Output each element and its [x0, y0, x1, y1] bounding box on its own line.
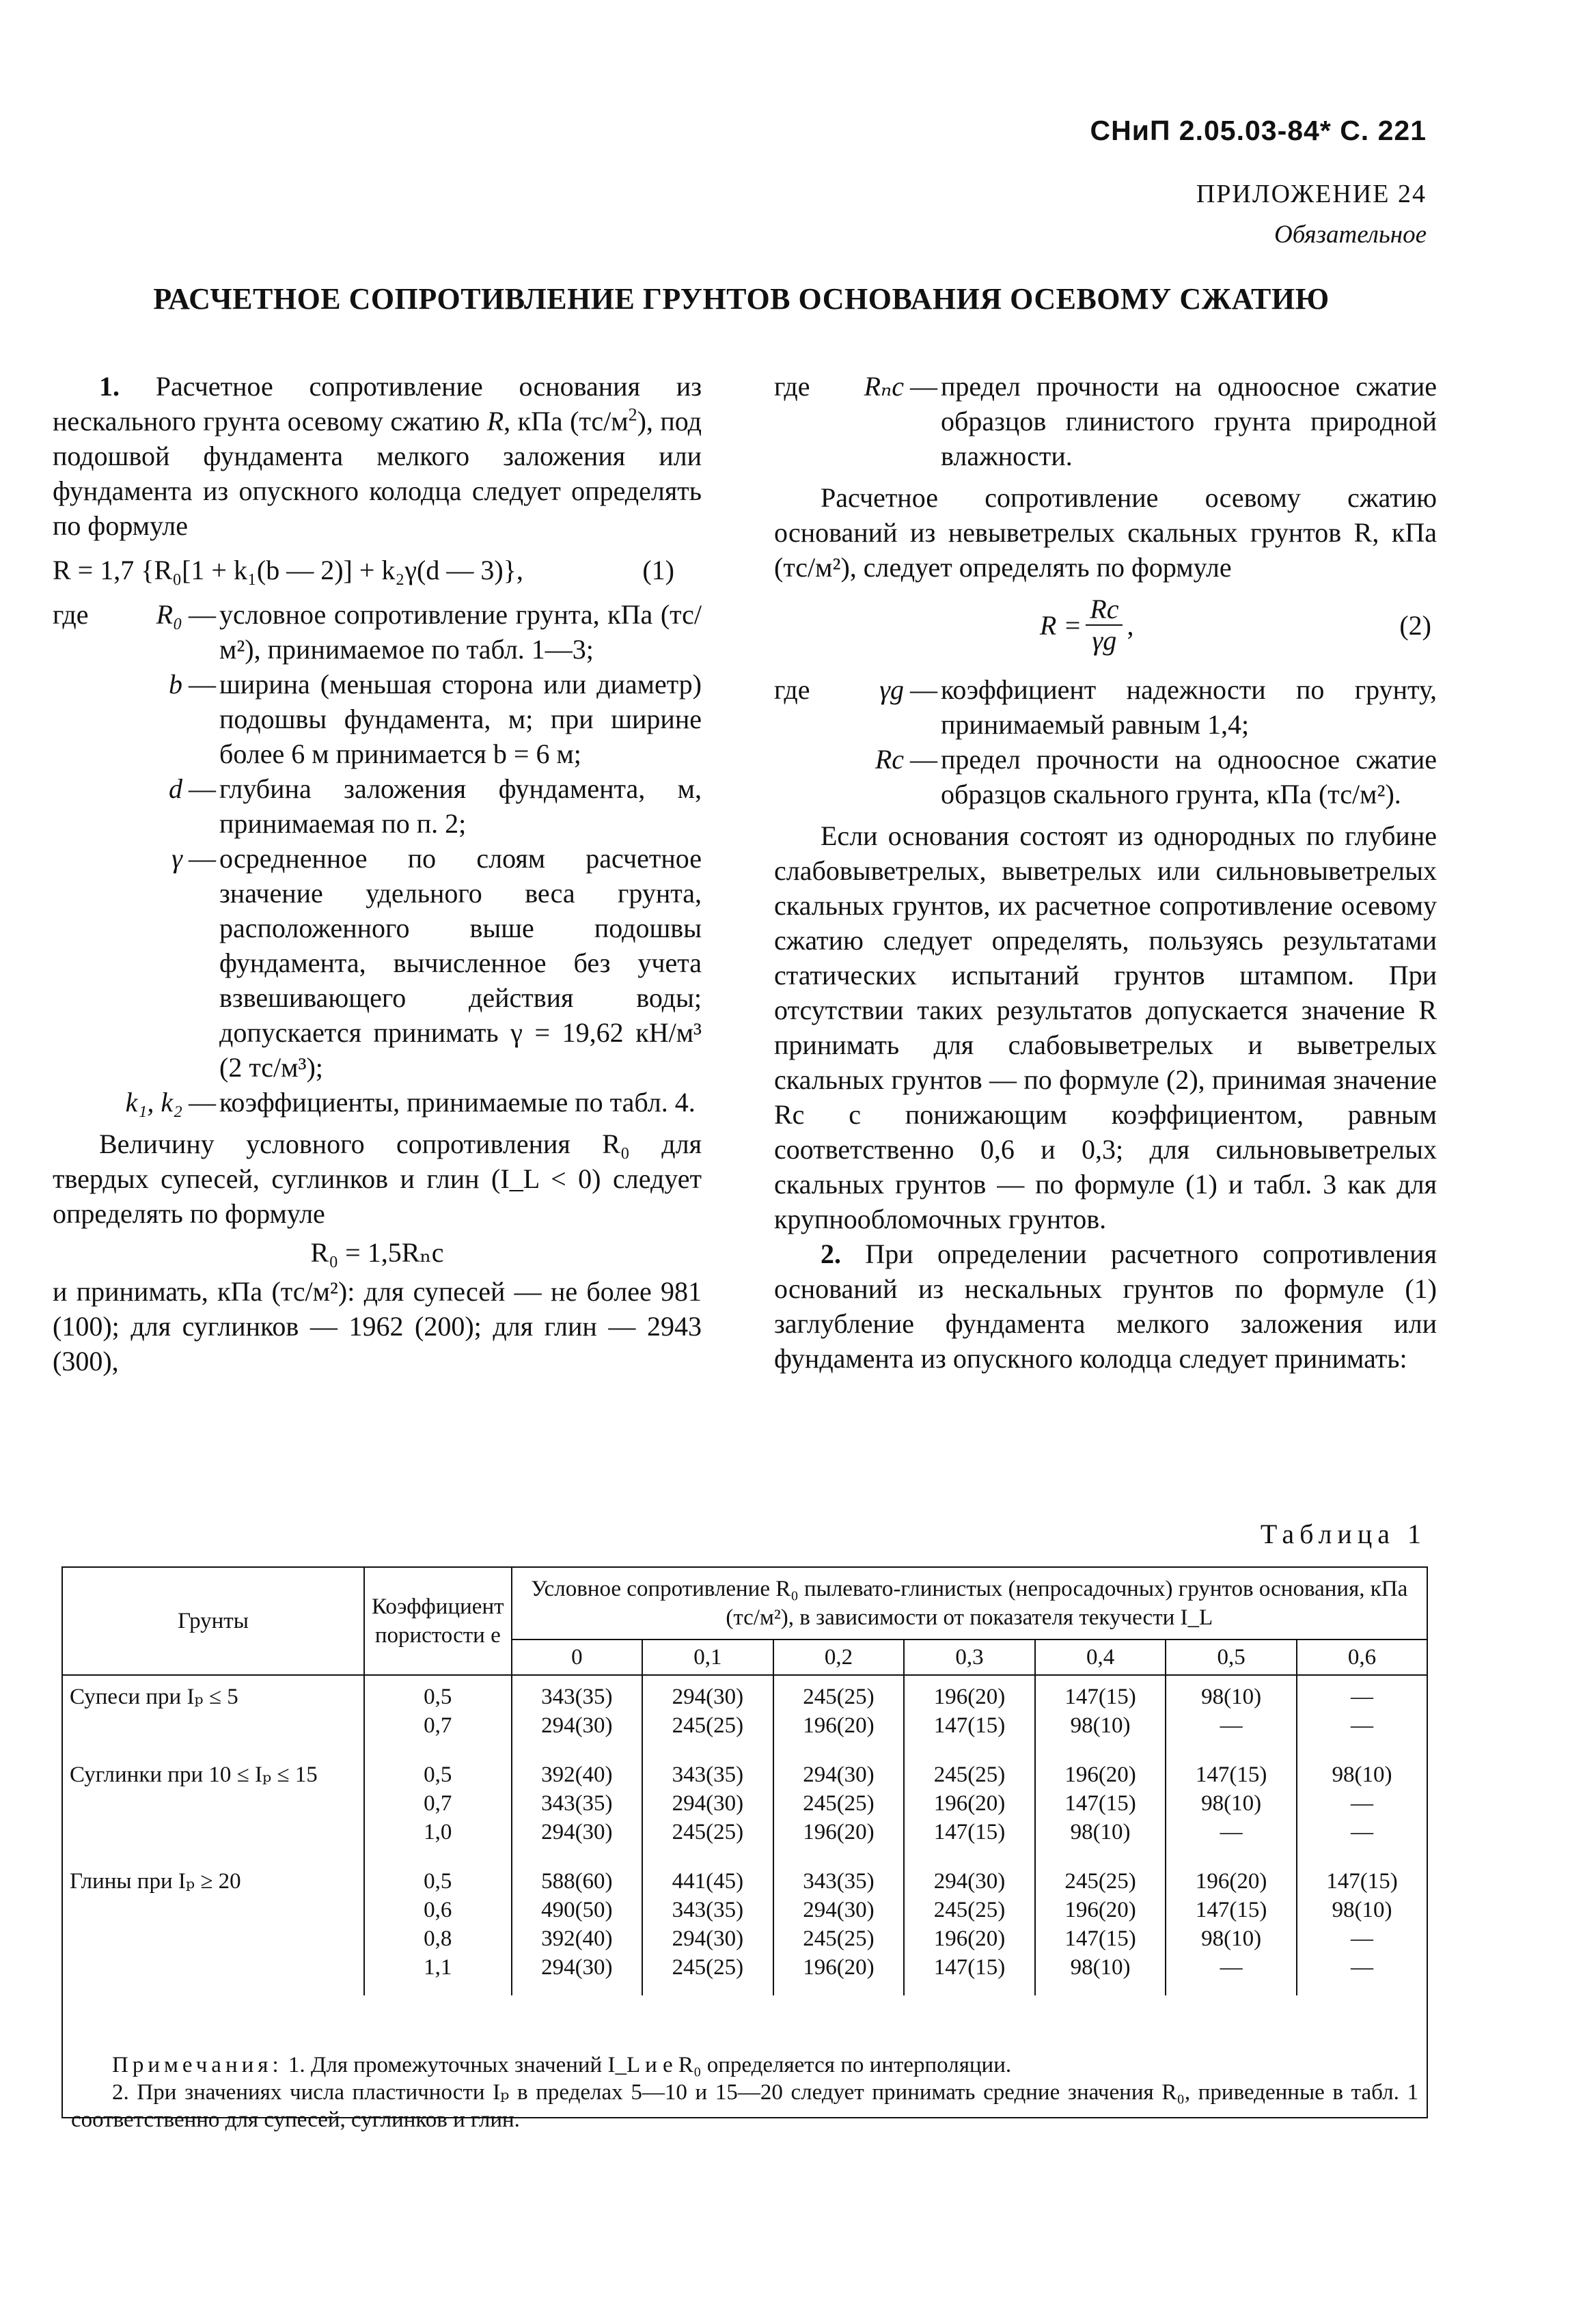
definition-symbol: Rₙc — [864, 371, 904, 402]
resistance-value: — — [1220, 1955, 1243, 1980]
definition-symbol: γ — [171, 843, 182, 874]
resistance-value: 245(25) — [672, 1713, 744, 1738]
definition-symbol: k₁, k₂ — [125, 1087, 182, 1118]
soil-name: Глины при Iₚ ≥ 20 — [70, 1869, 241, 1894]
soil-name: Супеси при Iₚ ≤ 5 — [70, 1685, 238, 1709]
note-1-text: 1. Для промежуточных значений I_L и e R₀ определяется по интерполяции. — [282, 2053, 1012, 2077]
notes-label: Примечания: — [112, 2053, 283, 2077]
definition-dash: — — [189, 669, 216, 700]
resistance-cell — [773, 1675, 905, 1754]
resistance-value: 98(10) — [1201, 1791, 1262, 1816]
definition-dash: — — [189, 1087, 216, 1118]
definition-text: условное сопротивление грунта, кПа (тс/м²), принимаемое по табл. 1—3; — [219, 599, 702, 665]
resistance-value: 245(25) — [933, 1762, 1006, 1787]
porosity-values — [364, 1675, 512, 1754]
paragraph-3: и принимать, кПа (тс/м²): для супесей — не более 981 (100); для суглинков — 1962 (200); для глин — 2943 (300), — [53, 1276, 702, 1377]
definition-item — [53, 771, 702, 841]
resistance-value: 196(20) — [803, 1820, 875, 1844]
definition-symbol: Rc — [875, 744, 904, 775]
header-il-6: 0,6 — [1297, 1640, 1427, 1675]
mandatory-label: Обязательное — [1274, 221, 1427, 249]
resistance-value: 490(50) — [541, 1898, 613, 1922]
definition-text: глубина заложения фундамента, м, принимаемая по п. 2; — [219, 773, 702, 839]
porosity-value: 0,5 — [424, 1685, 452, 1709]
definition-item — [53, 667, 702, 771]
resistance-cell — [1166, 1754, 1297, 1860]
note-1 — [71, 2051, 1418, 2079]
definition-text: осредненное по слоям расчетное значение удельного веса грунта, расположенного выше подошвы фундамента, вычисленное без учета взвешивающего действия воды; допускается принимать γ = 19,62 кН/м³ (2 тс/м³); — [219, 843, 702, 1083]
definition-text: ширина (меньшая сторона или диаметр) подошвы фундамента, м; при ширине более 6 м принимается b = 6 м; — [219, 669, 702, 769]
symbol-R: R — [486, 406, 504, 437]
definition-text: предел прочности на одноосное сжатие образцов глинистого грунта природной влажности. — [941, 371, 1437, 471]
definition-symbol: b — [169, 669, 182, 700]
paragraph-6 — [774, 1236, 1437, 1376]
paragraph-4: Расчетное сопротивление осевому сжатию оснований из невыветрелых скальных грунтов R, кПа (тс/м²), следует определять по формуле — [774, 482, 1437, 583]
resistance-cell — [512, 1860, 643, 1995]
paragraph-1: 1. Расчетное сопротивление основания из нескального грунта осевому сжатию R, кПа $(тс/м^2)$, под подошвой фундамента мелкого заложения или фундамента из опускного колодца следует определять по формуле — [53, 371, 702, 541]
table-body — [63, 1675, 1427, 1995]
resistance-cell — [642, 1754, 773, 1860]
resistance-value: 245(25) — [933, 1898, 1006, 1922]
resistance-value: 147(15) — [1064, 1791, 1136, 1816]
porosity-value: 0,5 — [424, 1869, 452, 1894]
definition-spacer — [53, 771, 114, 841]
resistance-cell — [1035, 1675, 1166, 1754]
definition-dash: — — [189, 773, 216, 804]
resistance-value: 294(30) — [541, 1820, 613, 1844]
header-il-0: 0 — [512, 1640, 643, 1675]
resistance-value: 245(25) — [672, 1955, 744, 1980]
appendix-label: ПРИЛОЖЕНИЕ 24 — [1196, 180, 1427, 208]
table-1-grid — [63, 1568, 1427, 1995]
porosity-value: 0,6 — [424, 1898, 452, 1922]
resistance-value: — — [1220, 1713, 1243, 1738]
paragraph-5: Если основания состоят из однородных по глубине слабовыветрелых, выветрелых или сильновыветрелых скальных грунтов, их расчетное сопротивление осевому сжатию следует определять, пользуясь результатами статических испытаний грунтов штампом. При отсутствии таких результатов допускается значение R принимать для слабовыветрелых и выветрелых скальных грунтов — по формуле (2), принимая значение Rc с понижающим коэффициентом, равным соответственно 0,6 и 0,3; для сильновыветрелых скальных грунтов — по формуле (1) и табл. 3 как для крупнообломочных грунтов. — [774, 820, 1437, 1234]
definition-text: предел прочности на одноосное сжатие образцов скального грунта, кПа (тс/м²). — [941, 744, 1437, 810]
resistance-cell — [1035, 1860, 1166, 1995]
resistance-cell — [512, 1675, 643, 1754]
definition-dash: — — [910, 371, 937, 402]
resistance-cell — [1166, 1675, 1297, 1754]
resistance-cell — [904, 1675, 1035, 1754]
resistance-value: 196(20) — [1195, 1869, 1267, 1894]
resistance-value: 98(10) — [1070, 1820, 1131, 1844]
porosity-values — [364, 1754, 512, 1860]
resistance-value: 343(35) — [541, 1791, 613, 1816]
resistance-value: — — [1350, 1820, 1373, 1844]
resistance-value: 196(20) — [933, 1685, 1006, 1709]
resistance-value: 343(35) — [672, 1762, 744, 1787]
definition-text: коэффициент надежности по грунту, принимаемый равным 1,4; — [941, 674, 1437, 740]
definition-dash: — — [910, 674, 937, 705]
paragraph-2: Величину условного сопротивления R₀ для твердых супесей, суглинков и глин (I_L < 0) следует определять по формуле — [53, 1129, 702, 1229]
definition-symbol: d — [169, 773, 182, 804]
header-il-5: 0,5 — [1166, 1640, 1297, 1675]
definition-spacer — [53, 1085, 114, 1120]
resistance-value: 147(15) — [1195, 1762, 1267, 1787]
formula-1-number: (1) — [642, 555, 674, 585]
header-il-1: 0,1 — [642, 1640, 773, 1675]
table-row — [63, 1754, 1427, 1860]
resistance-value: 196(20) — [1064, 1762, 1136, 1787]
resistance-value: 147(15) — [933, 1713, 1006, 1738]
header-soil: Грунты — [63, 1568, 364, 1675]
resistance-value: — — [1350, 1926, 1373, 1951]
resistance-value: — — [1350, 1713, 1373, 1738]
formula-2-comma: , — [1127, 609, 1134, 641]
definition-dash: — — [910, 744, 937, 775]
definition-item — [774, 742, 1437, 812]
resistance-value: 196(20) — [803, 1955, 875, 1980]
resistance-cell — [904, 1860, 1035, 1995]
resistance-value: 343(35) — [803, 1869, 875, 1894]
formula-2 — [774, 594, 1437, 656]
table-1 — [61, 1566, 1428, 2132]
note-2: 2. При значениях числа пластичности Iₚ в пределах 5—10 и 15—20 следует принимать средние значения R₀, приведенные в табл. 1 соответственно для супесей, суглинков и глин. — [71, 2080, 1418, 2132]
resistance-value: 588(60) — [541, 1869, 613, 1894]
left-column — [53, 369, 702, 1379]
resistance-value: 294(30) — [672, 1926, 744, 1951]
definitions-list-2 — [774, 369, 1437, 473]
resistance-cell — [773, 1860, 905, 1995]
resistance-value: 343(35) — [541, 1685, 613, 1709]
definitions-list-3 — [774, 672, 1437, 812]
resistance-value: 196(20) — [933, 1926, 1006, 1951]
resistance-cell — [1297, 1675, 1427, 1754]
resistance-value: — — [1350, 1955, 1373, 1980]
resistance-value: 245(25) — [803, 1791, 875, 1816]
resistance-value: — — [1350, 1791, 1373, 1816]
header-conditional-resistance: Условное сопротивление R₀ пылевато-глинистых (непросадочных) грунтов основания, кПа (тс/м²), в зависимости от показателя текучести I_L — [512, 1568, 1427, 1640]
resistance-value: 196(20) — [1064, 1898, 1136, 1922]
resistance-value: 98(10) — [1332, 1898, 1392, 1922]
formula-1-expression: R = 1,7 {R₀[1 + k₁(b — 2)] + k₂γ(d — 3)}, — [53, 555, 523, 585]
resistance-value: — — [1220, 1820, 1243, 1844]
where-word: где — [53, 599, 89, 630]
porosity-value: 1,1 — [424, 1955, 452, 1980]
formula-2-number: (2) — [1399, 609, 1431, 641]
resistance-value: 294(30) — [672, 1685, 744, 1709]
resistance-value: 392(40) — [541, 1926, 613, 1951]
resistance-value: — — [1350, 1685, 1373, 1709]
resistance-value: 196(20) — [803, 1713, 875, 1738]
paragraph-1-number: 1. — [99, 371, 120, 402]
header-il-4: 0,4 — [1035, 1640, 1166, 1675]
resistance-value: 98(10) — [1201, 1926, 1262, 1951]
resistance-cell — [904, 1754, 1035, 1860]
resistance-value: 245(25) — [803, 1685, 875, 1709]
resistance-cell — [1166, 1860, 1297, 1995]
page-title: РАСЧЕТНОЕ СОПРОТИВЛЕНИЕ ГРУНТОВ ОСНОВАНИЯ ОСЕВОМУ СЖАТИЮ — [153, 282, 1330, 316]
resistance-value: 147(15) — [1195, 1898, 1267, 1922]
formula-2-numerator: Rc — [1086, 594, 1123, 626]
paragraph-1-text-a: Расчетное сопротивление основания из нескального грунта осевому сжатию — [53, 371, 702, 437]
header-il-3: 0,3 — [904, 1640, 1035, 1675]
table-row — [63, 1860, 1427, 1995]
definition-symbol: γg — [879, 674, 904, 705]
definition-spacer — [774, 742, 836, 812]
resistance-cell — [642, 1675, 773, 1754]
resistance-cell — [512, 1754, 643, 1860]
resistance-value: 147(15) — [1326, 1869, 1398, 1894]
resistance-value: 441(45) — [672, 1869, 744, 1894]
formula-1 — [53, 553, 702, 587]
porosity-values — [364, 1860, 512, 1995]
resistance-cell — [1035, 1754, 1166, 1860]
definition-text: коэффициенты, принимаемые по табл. 4. — [219, 1087, 696, 1118]
resistance-value: 294(30) — [803, 1762, 875, 1787]
paragraph-6-text: При определении расчетного сопротивления оснований из нескальных грунтов по формуле (1) заглубление фундамента мелкого заложения или фундамента из опускного колодца следует принимать: — [774, 1239, 1437, 1374]
porosity-value: 0,7 — [424, 1713, 452, 1738]
resistance-value: 147(15) — [1064, 1926, 1136, 1951]
resistance-cell — [1297, 1754, 1427, 1860]
porosity-value: 0,8 — [424, 1926, 452, 1951]
resistance-value: 245(25) — [803, 1926, 875, 1951]
running-head: СНиП 2.05.03-84* С. 221 — [1090, 115, 1427, 146]
porosity-value: 0,5 — [424, 1762, 452, 1787]
resistance-value: 98(10) — [1070, 1955, 1131, 1980]
resistance-value: 147(15) — [933, 1955, 1006, 1980]
resistance-value: 147(15) — [933, 1820, 1006, 1844]
resistance-value: 343(35) — [672, 1898, 744, 1922]
paragraph-1-text-c: ), под подошвой фундамента мелкого заложения или фундамента из опускного колодца следует определять по формуле — [53, 406, 702, 541]
where-word: где — [774, 674, 810, 705]
header-porosity: Коэффициент пористости e — [364, 1568, 512, 1675]
definition-item — [53, 841, 702, 1085]
definition-spacer — [53, 841, 114, 1085]
resistance-value: 294(30) — [672, 1791, 744, 1816]
resistance-value: 196(20) — [933, 1791, 1006, 1816]
formula-r0: R₀ = 1,5Rₙc — [310, 1237, 444, 1268]
paragraph-6-number: 2. — [821, 1239, 841, 1269]
formula-2-fraction — [1086, 594, 1123, 656]
resistance-value: 294(30) — [803, 1898, 875, 1922]
formula-2-denominator: γg — [1092, 625, 1117, 656]
formula-2-lhs: R = — [1039, 609, 1082, 641]
resistance-cell — [773, 1754, 905, 1860]
porosity-value: 1,0 — [424, 1820, 452, 1844]
resistance-cell — [642, 1860, 773, 1995]
resistance-value: 98(10) — [1070, 1713, 1131, 1738]
resistance-cell — [1297, 1860, 1427, 1995]
resistance-value: 245(25) — [1064, 1869, 1136, 1894]
definition-item — [53, 597, 702, 667]
definition-dash: — — [189, 599, 216, 630]
header-il-2: 0,2 — [773, 1640, 905, 1675]
soil-name: Суглинки при 10 ≤ Iₚ ≤ 15 — [70, 1762, 318, 1787]
resistance-value: 147(15) — [1064, 1685, 1136, 1709]
formula-2-body — [774, 594, 1399, 656]
table-row — [63, 1675, 1427, 1754]
definition-symbol: R₀ — [156, 599, 182, 630]
resistance-value: 98(10) — [1201, 1685, 1262, 1709]
porosity-value: 0,7 — [424, 1791, 452, 1816]
table-label: Таблица 1 — [1260, 1519, 1427, 1549]
definition-item — [774, 369, 1437, 473]
table-notes — [71, 2051, 1418, 2133]
resistance-value: 245(25) — [672, 1820, 744, 1844]
resistance-value: 294(30) — [541, 1713, 613, 1738]
paragraph-1-text-b: , кПа (тс/м — [504, 406, 629, 437]
where-word: где — [774, 371, 810, 402]
resistance-value: 98(10) — [1332, 1762, 1392, 1787]
resistance-value: 392(40) — [541, 1762, 613, 1787]
definition-item — [774, 672, 1437, 742]
definition-dash: — — [189, 843, 216, 874]
definitions-list-1 — [53, 597, 702, 1120]
definition-item — [53, 1085, 702, 1120]
definition-spacer — [53, 667, 114, 771]
resistance-value: 294(30) — [541, 1955, 613, 1980]
right-column — [774, 369, 1437, 1376]
resistance-value: 294(30) — [933, 1869, 1006, 1894]
